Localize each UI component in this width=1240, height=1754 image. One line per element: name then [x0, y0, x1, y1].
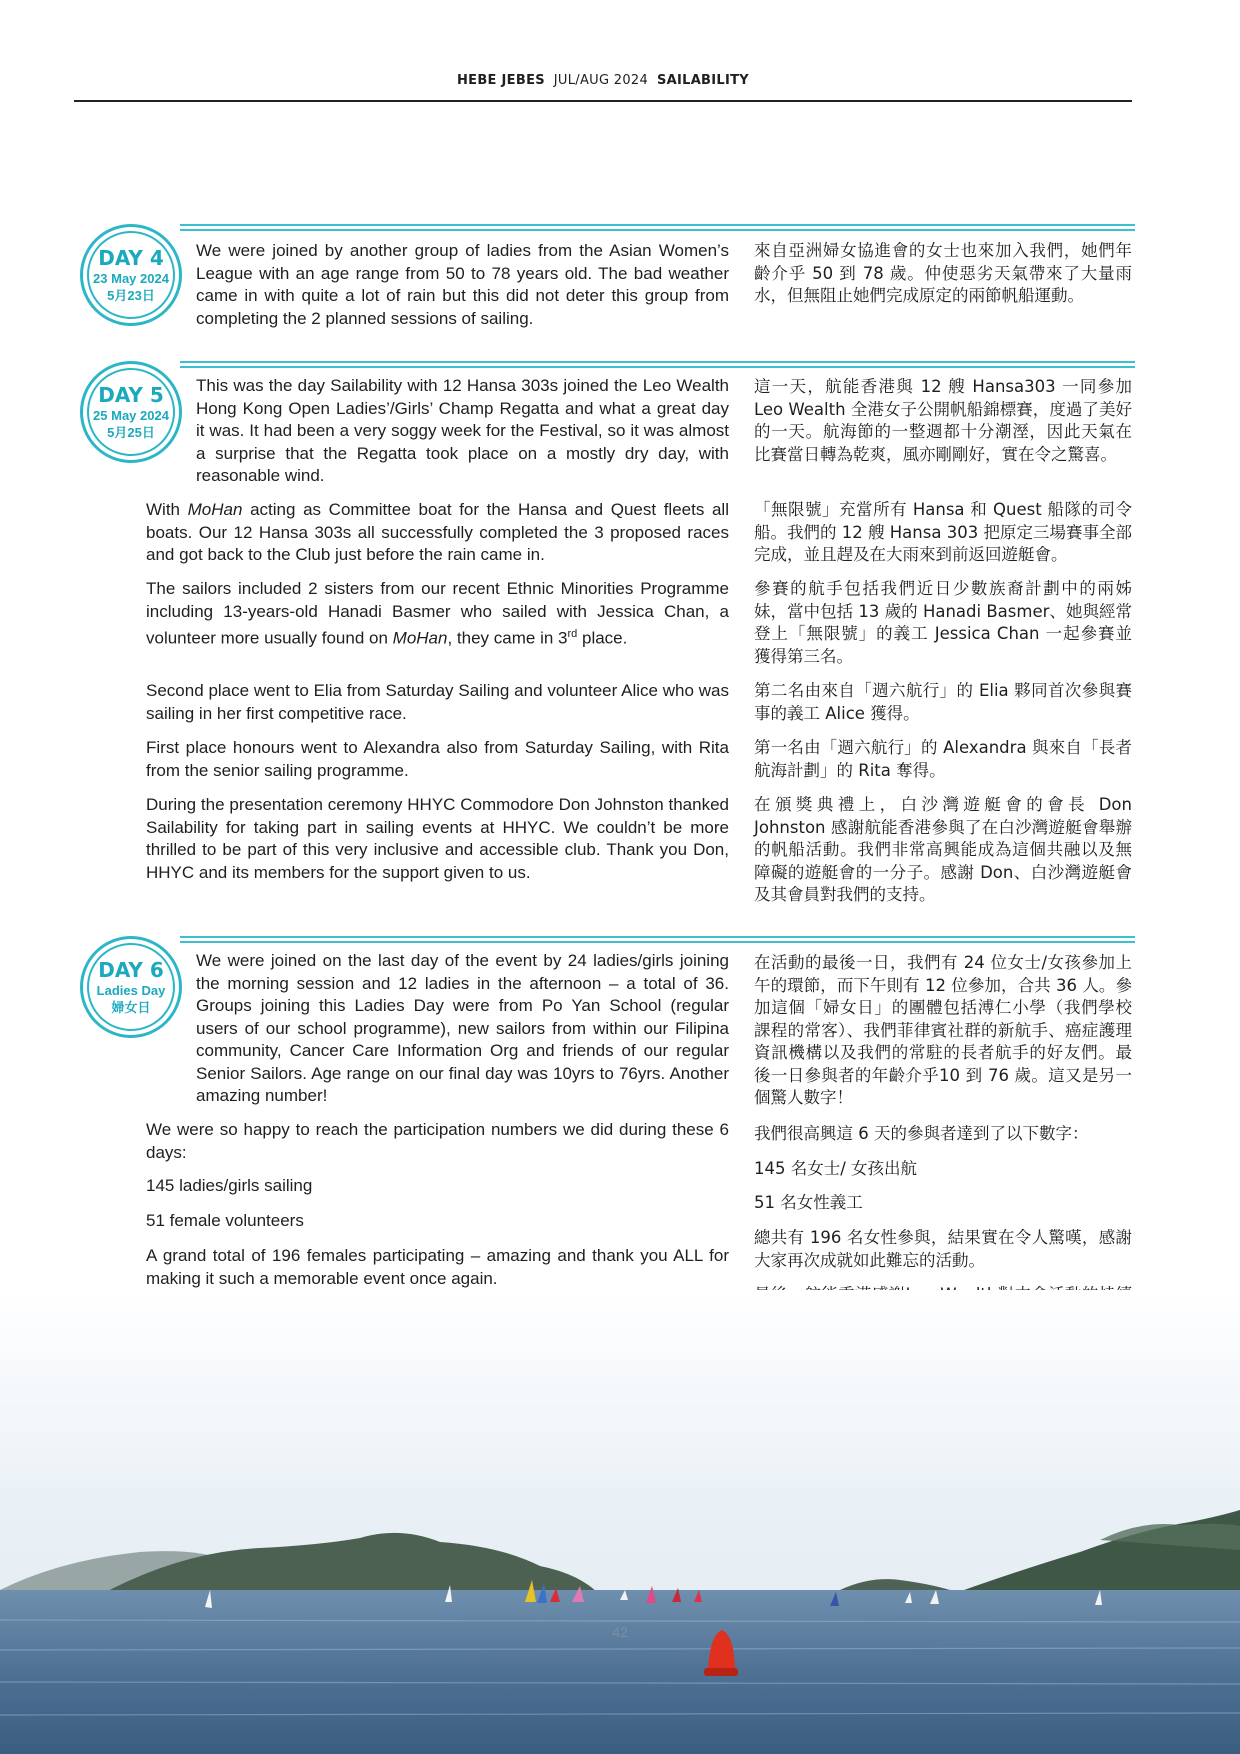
day6-zh-p5: 總共有 196 名女性參與，結果實在令人驚嘆，感謝大家再次成就如此難忘的活動。 [754, 1228, 1132, 1270]
day4-badge-title: DAY 4 [98, 246, 164, 270]
day6-badge-subtitle: Ladies Day [96, 983, 166, 998]
day5-zh-p5: 第一名由「週六航行」的 Alexandra 與來自「長者航海計劃」的 Rita 奪得。 [754, 738, 1132, 780]
day5-badge [80, 361, 182, 463]
day5-en-p4: Second place went to Elia from Saturday Sailing and volunteer Alice who was sailing in her first competitive race. [146, 681, 729, 723]
day6-divider [180, 936, 1135, 944]
day5-badge-date: 25 May 2024 [93, 408, 169, 423]
boat-name: MoHan [392, 628, 448, 648]
day4-zh-text: 來自亞洲婦女協進會的女士也來加入我們，她們年齡介乎 50 到 78 歲。仲使惡劣天氣帶來了大量雨水，但無阻止她們完成原定的兩節帆船運動。 [754, 241, 1132, 305]
day5-badge-date-zh: 5月25日 [107, 425, 155, 440]
boat-name: MoHan [187, 500, 243, 519]
running-header [74, 73, 1132, 88]
day5-badge-title: DAY 5 [98, 383, 164, 407]
day6-en-p2: We were so happy to reach the participation numbers we did during these 6 days: [146, 1120, 729, 1162]
day6-en-p3: 145 ladies/girls sailing [146, 1176, 313, 1195]
day4-en-text: We were joined by another group of ladies from the Asian Women’s League with an age range from 50 to 78 years old. The bad weather came in with quite a lot of rain but this did not deter this group from completing the 2 planned sessions of sailing. [196, 241, 729, 328]
day4-badge-date-zh: 5月23日 [107, 288, 155, 303]
section-name: SAILABILITY [656, 73, 750, 88]
day4-badge-date: 23 May 2024 [93, 271, 169, 286]
day6-zh-p1: 在活動的最後一日，我們有 24 位女士/女孩參加上午的環節，而下午則有 12 位參加，合共 36 人。參加這個「婦女日」的團體包括溥仁小學（我們學校課程的常客）、我們菲律賓社群的新航手、癌症護理資訊機構以及我們的常駐的長者航手的好友們。最後一日參與者的年齡介乎10 到 76 歲。這又是另一個驚人數字！ [754, 953, 1132, 1107]
day6-zh-p3: 145 名女士/ 女孩出航 [754, 1159, 918, 1178]
day5-en-p3: The sailors included 2 sisters from our recent Ethnic Minorities Programme including 13-years-old Hanadi Basmer who sailed with Jessica Chan, a volunteer more usually found on MoHan, they came in 3rd place. [146, 579, 729, 648]
day4-divider [180, 224, 1135, 232]
day6-en-p4: 51 female volunteers [146, 1211, 304, 1230]
day6-en-p5: A grand total of 196 females participating – amazing and thank you ALL for making it such a memorable event once again. [146, 1246, 729, 1288]
day4-badge [80, 224, 182, 326]
header-divider [74, 100, 1132, 102]
day5-en-intro: This was the day Sailability with 12 Hansa 303s joined the Leo Wealth Hong Kong Open Ladies’/Girls’ Champ Regatta and what a great day it was. It had been a very soggy week for the Festival, so it was almost a surprise that the Regatta took place on a mostly dry day, with reasonable wind. [196, 376, 729, 485]
day5-en-p6: During the presentation ceremony HHYC Commodore Don Johnston thanked Sailability for taking part in sailing events at HHYC. We couldn’t be more thrilled to be part of this very inclusive and accessible club. Thank you Don, HHYC and its members for the support given to us. [146, 795, 729, 882]
day6-en-intro: We were joined on the last day of the event by 24 ladies/girls joining the morning session and 12 ladies in the afternoon – a total of 36. Groups joining this Ladies Day were from Po Yan School (regular users of our school programme), new sailors from within our Filipina community, Cancer Care Information Org and friends of our regular Senior Sailors. Age range on our final day was 10yrs to 76yrs. Another amazing number! [196, 951, 729, 1105]
sea-photo [0, 1290, 1240, 1754]
magazine-name: HEBE JEBES [456, 73, 545, 88]
day5-zh-p4: 第二名由來自「週六航行」的 Elia 夥同首次參與賽事的義工 Alice 獲得。 [754, 681, 1132, 723]
day5-zh-p3: 參賽的航手包括我們近日少數族裔計劃中的兩姊妹，當中包括 13 歲的 Hanadi Basmer、她與經常登上「無限號」的義工 Jessica Chan 一起參賽並獲得第三名。 [754, 579, 1132, 666]
day5-zh-p1: 這一天，航能香港與 12 艘 Hansa303 一同參加 Leo Wealth 全港女子公開帆船錦標賽，度過了美好的一天。航海節的一整週都十分潮溼，因此天氣在比賽當日轉為乾爽，風亦剛剛好，實在令之驚喜。 [754, 377, 1132, 464]
issue-date: JUL/AUG 2024 [553, 73, 649, 88]
page-number: 42 [612, 1624, 628, 1640]
day5-en-p2: With MoHan acting as Committee boat for the Hansa and Quest fleets all boats. Our 12 Hansa 303s all successfully completed the 3 proposed races and got back to the Club just before the rain came in. [146, 500, 729, 564]
day6-badge [80, 936, 182, 1038]
day5-en-p5: First place honours went to Alexandra also from Saturday Sailing, with Rita from the senior sailing programme. [146, 738, 729, 780]
day6-zh-p2: 我們很高興這 6 天的參與者達到了以下數字： [754, 1124, 1089, 1143]
day5-zh-p6: 在頒獎典禮上，白沙灣遊艇會的會長 Don Johnston 感謝航能香港參與了在白沙灣遊艇會舉辦的帆船活動。我們非常高興能成為這個共融以及無障礙的遊艇會的一分子。感謝 Don、白沙灣遊艇會及其會員對我們的支持。 [754, 795, 1132, 904]
day6-badge-subtitle-zh: 婦女日 [111, 1000, 151, 1015]
day6-zh-p4: 51 名女性義工 [754, 1193, 863, 1212]
day5-divider [180, 361, 1135, 369]
day5-zh-p2: 「無限號」充當所有 Hansa 和 Quest 船隊的司令船。我們的 12 艘 Hansa 303 把原定三場賽事全部完成，並且趕及在大雨來到前返回遊艇會。 [754, 500, 1132, 564]
day6-badge-title: DAY 6 [98, 958, 164, 982]
